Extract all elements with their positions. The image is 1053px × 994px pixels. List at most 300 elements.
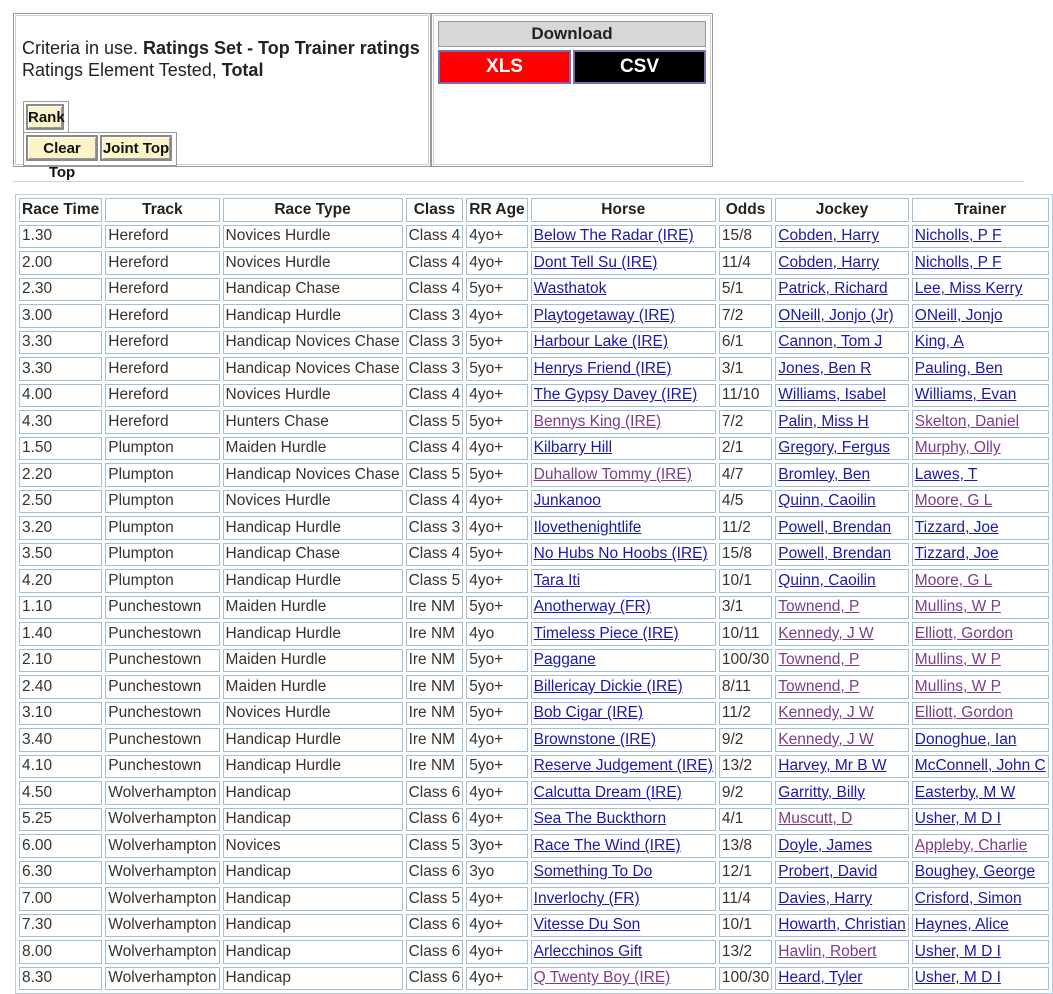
jockey-link[interactable]: Garritty, Billy (778, 783, 865, 801)
horse-cell (531, 649, 716, 673)
class-cell: Ire NM (406, 728, 464, 752)
odds-cell: 13/8 (719, 834, 772, 858)
jockey-link[interactable]: Gregory, Fergus (778, 439, 890, 457)
jockey-link[interactable]: Harvey, Mr B W (778, 757, 887, 775)
trainer-cell (912, 755, 1049, 779)
criteria-ratings-set-value: Ratings Set - Top Trainer ratings (143, 38, 420, 58)
track-cell: Wolverhampton (105, 861, 219, 885)
rr-age-cell: 4yo+ (466, 728, 527, 752)
class-cell: Class 4 (406, 437, 464, 461)
race-time-cell: 2.20 (19, 463, 102, 487)
odds-cell: 13/2 (719, 755, 772, 779)
rr-age-cell: 4yo+ (466, 808, 527, 832)
trainer-link[interactable]: Murphy, Olly (914, 439, 1001, 457)
jockey-link[interactable]: Muscutt, D (778, 810, 853, 828)
jockey-cell (775, 728, 909, 752)
table-row (19, 834, 1049, 858)
trainer-link[interactable]: Usher, M D I (914, 810, 1001, 828)
jockey-cell (775, 808, 909, 832)
trainer-cell (912, 543, 1049, 567)
class-cell: Class 4 (406, 490, 464, 514)
horse-link[interactable]: Q Twenty Boy (IRE) (533, 969, 671, 987)
track-cell: Punchestown (105, 596, 219, 620)
jockey-cell (775, 543, 909, 567)
trainer-link[interactable]: Tizzard, Joe (914, 545, 999, 563)
header-trainer[interactable]: Trainer (912, 198, 1049, 222)
table-row (19, 543, 1049, 567)
class-cell: Class 6 (406, 781, 464, 805)
jockey-link[interactable]: Powell, Brendan (778, 518, 892, 536)
jockey-cell (775, 834, 909, 858)
trainer-cell (912, 569, 1049, 593)
odds-cell: 11/4 (719, 887, 772, 911)
jockey-cell (775, 490, 909, 514)
odds-cell: 100/30 (719, 649, 772, 673)
track-cell: Plumpton (105, 463, 219, 487)
jockey-cell (775, 410, 909, 434)
jockey-cell (775, 251, 909, 275)
odds-cell: 12/1 (719, 861, 772, 885)
rr-age-cell: 4yo+ (466, 437, 527, 461)
class-cell: Ire NM (406, 649, 464, 673)
trainer-link[interactable]: Easterby, M W (914, 783, 1016, 801)
jockey-cell (775, 702, 909, 726)
jockey-cell (775, 516, 909, 540)
trainer-link[interactable]: Boughey, George (914, 863, 1036, 881)
trainer-link[interactable]: Crisford, Simon (914, 889, 1022, 907)
horse-link[interactable]: Paggane (533, 651, 596, 669)
horse-link[interactable]: Race The Wind (IRE) (533, 836, 681, 854)
track-cell: Hereford (105, 410, 219, 434)
ratings-element-value: Total (221, 60, 264, 80)
rr-age-cell: 4yo+ (466, 967, 527, 991)
track-cell: Punchestown (105, 622, 219, 646)
race-type-cell: Handicap Chase (223, 278, 403, 302)
race-type-cell: Handicap (223, 967, 403, 991)
trainer-link[interactable]: Donoghue, Ian (914, 730, 1017, 748)
horse-cell (531, 410, 716, 434)
track-cell: Punchestown (105, 675, 219, 699)
header-odds[interactable]: Odds (719, 198, 772, 222)
race-type-cell: Novices Hurdle (223, 702, 403, 726)
race-type-cell: Handicap (223, 781, 403, 805)
odds-cell: 15/8 (719, 225, 772, 249)
ratings-element-label: Ratings Element Tested, (22, 60, 222, 80)
horse-cell (531, 914, 716, 938)
horse-link[interactable]: Harbour Lake (IRE) (533, 333, 669, 351)
table-row (19, 808, 1049, 832)
jockey-link[interactable]: Davies, Harry (778, 889, 873, 907)
trainer-cell (912, 781, 1049, 805)
horse-link[interactable]: Reserve Judgement (IRE) (533, 757, 713, 775)
trainer-cell (912, 225, 1049, 249)
rr-age-cell: 4yo+ (466, 225, 527, 249)
class-cell: Ire NM (406, 702, 464, 726)
trainer-cell (912, 622, 1049, 646)
trainer-cell (912, 384, 1049, 408)
class-cell: Class 5 (406, 887, 464, 911)
section-divider (13, 181, 1024, 182)
race-type-cell: Handicap Hurdle (223, 622, 403, 646)
trainer-link[interactable]: Lawes, T (914, 465, 978, 483)
jockey-link[interactable]: Heard, Tyler (778, 969, 863, 987)
rr-age-cell: 5yo+ (466, 463, 527, 487)
trainer-link[interactable]: ONeill, Jonjo (914, 306, 1003, 324)
jockey-link[interactable]: Quinn, Caoilin (778, 571, 876, 589)
race-time-cell: 6.00 (19, 834, 102, 858)
race-time-cell: 3.40 (19, 728, 102, 752)
horse-link[interactable]: Calcutta Dream (IRE) (533, 783, 682, 801)
jockey-link[interactable]: Jones, Ben R (778, 359, 872, 377)
track-cell: Wolverhampton (105, 834, 219, 858)
odds-cell: 4/1 (719, 808, 772, 832)
rr-age-cell: 3yo (466, 861, 527, 885)
class-cell: Class 3 (406, 516, 464, 540)
rr-age-cell: 5yo+ (466, 331, 527, 355)
horse-link[interactable]: Arlecchinos Gift (533, 942, 643, 960)
odds-cell: 10/1 (719, 914, 772, 938)
odds-cell: 100/30 (719, 967, 772, 991)
trainer-link[interactable]: Lee, Miss Kerry (914, 280, 1023, 298)
trainer-cell (912, 861, 1049, 885)
trainer-cell (912, 702, 1049, 726)
race-time-cell: 4.00 (19, 384, 102, 408)
jockey-link[interactable]: Cobden, Harry (778, 227, 880, 245)
table-header-row (19, 198, 1049, 222)
horse-link[interactable]: The Gypsy Davey (IRE) (533, 386, 698, 404)
horse-link[interactable]: Bennys King (IRE) (533, 412, 662, 430)
table-row (19, 437, 1049, 461)
races-table-container (15, 194, 1053, 994)
trainer-cell (912, 463, 1049, 487)
download-csv-button[interactable]: CSV (573, 50, 706, 84)
rr-age-cell: 4yo+ (466, 490, 527, 514)
jockey-cell (775, 967, 909, 991)
horse-link[interactable]: Playtogetaway (IRE) (533, 306, 675, 324)
trainer-link[interactable]: Moore, G L (914, 492, 993, 510)
jockey-link[interactable]: ONeill, Jonjo (Jr) (778, 306, 894, 324)
jockey-link[interactable]: Kennedy, J W (778, 624, 874, 642)
jockey-cell (775, 622, 909, 646)
horse-cell (531, 251, 716, 275)
trainer-link[interactable]: Mullins, W P (914, 598, 1001, 616)
rr-age-cell: 4yo+ (466, 940, 527, 964)
odds-cell: 11/2 (719, 516, 772, 540)
trainer-cell (912, 728, 1049, 752)
jockey-cell (775, 861, 909, 885)
header-race-type[interactable]: Race Type (223, 198, 403, 222)
horse-link[interactable]: Henrys Friend (IRE) (533, 359, 672, 377)
track-cell: Wolverhampton (105, 967, 219, 991)
trainer-link[interactable]: Moore, G L (914, 571, 993, 589)
trainer-link[interactable]: Appleby, Charlie (914, 836, 1028, 854)
header-rr-age[interactable]: RR Age (466, 198, 527, 222)
header-class[interactable]: Class (406, 198, 464, 222)
rr-age-cell: 5yo+ (466, 596, 527, 620)
horse-link[interactable]: Wasthatok (533, 280, 607, 298)
race-type-cell: Handicap Hurdle (223, 755, 403, 779)
trainer-cell (912, 914, 1049, 938)
table-row (19, 728, 1049, 752)
jockey-cell (775, 914, 909, 938)
rr-age-cell: 4yo+ (466, 516, 527, 540)
horse-link[interactable]: Billericay Dickie (IRE) (533, 677, 683, 695)
track-cell: Wolverhampton (105, 781, 219, 805)
class-cell: Ire NM (406, 622, 464, 646)
rr-age-cell: 4yo+ (466, 914, 527, 938)
table-row (19, 940, 1049, 964)
jockey-cell (775, 755, 909, 779)
rr-age-cell: 5yo+ (466, 649, 527, 673)
table-row (19, 967, 1049, 991)
jockey-link[interactable]: Cannon, Tom J (778, 333, 883, 351)
header-track[interactable]: Track (105, 198, 219, 222)
horse-link[interactable]: Something To Do (533, 863, 653, 881)
download-panel (431, 13, 713, 167)
jockey-link[interactable]: Bromley, Ben (778, 465, 871, 483)
trainer-cell (912, 967, 1049, 991)
race-time-cell: 1.10 (19, 596, 102, 620)
jockey-link[interactable]: Williams, Isabel (778, 386, 886, 404)
odds-cell: 6/1 (719, 331, 772, 355)
horse-link[interactable]: No Hubs No Hoobs (IRE) (533, 545, 708, 563)
trainer-link[interactable]: Pauling, Ben (914, 359, 1003, 377)
jockey-link[interactable]: Cobden, Harry (778, 253, 880, 271)
race-type-cell: Handicap Novices Chase (223, 463, 403, 487)
trainer-link[interactable]: Nicholls, P F (914, 227, 1002, 245)
rr-age-cell: 4yo (466, 622, 527, 646)
jockey-link[interactable]: Kennedy, J W (778, 730, 874, 748)
horse-cell (531, 331, 716, 355)
jockey-link[interactable]: Doyle, James (778, 836, 873, 854)
jockey-cell (775, 781, 909, 805)
trainer-cell (912, 516, 1049, 540)
trainer-cell (912, 304, 1049, 328)
jockey-cell (775, 887, 909, 911)
horse-link[interactable]: Vitesse Du Son (533, 916, 641, 934)
class-cell: Class 6 (406, 914, 464, 938)
class-cell: Class 3 (406, 357, 464, 381)
race-type-cell: Handicap (223, 887, 403, 911)
race-type-cell: Handicap (223, 808, 403, 832)
track-cell: Hereford (105, 384, 219, 408)
jockey-link[interactable]: Townend, P (778, 677, 860, 695)
rr-age-cell: 4yo+ (466, 887, 527, 911)
jockey-cell (775, 384, 909, 408)
race-type-cell: Novices Hurdle (223, 384, 403, 408)
odds-cell: 11/10 (719, 384, 772, 408)
jockey-link[interactable]: Patrick, Richard (778, 280, 888, 298)
horse-cell (531, 304, 716, 328)
race-type-cell: Maiden Hurdle (223, 675, 403, 699)
horse-cell (531, 781, 716, 805)
rr-age-cell: 4yo+ (466, 569, 527, 593)
trainer-link[interactable]: Haynes, Alice (914, 916, 1009, 934)
table-row (19, 702, 1049, 726)
jockey-link[interactable]: Quinn, Caoilin (778, 492, 876, 510)
trainer-link[interactable]: Nicholls, P F (914, 253, 1002, 271)
rr-age-cell: 5yo+ (466, 755, 527, 779)
horse-link[interactable]: Sea The Buckthorn (533, 810, 667, 828)
race-time-cell: 7.00 (19, 887, 102, 911)
horse-link[interactable]: Below The Radar (IRE) (533, 227, 694, 245)
table-row (19, 384, 1049, 408)
trainer-cell (912, 887, 1049, 911)
race-time-cell: 4.30 (19, 410, 102, 434)
race-time-cell: 3.20 (19, 516, 102, 540)
header-race-time[interactable]: Race Time (19, 198, 102, 222)
trainer-cell (912, 490, 1049, 514)
jockey-cell (775, 304, 909, 328)
track-cell: Plumpton (105, 569, 219, 593)
track-cell: Plumpton (105, 543, 219, 567)
race-time-cell: 6.30 (19, 861, 102, 885)
class-cell: Ire NM (406, 755, 464, 779)
horse-cell (531, 278, 716, 302)
class-cell: Class 4 (406, 543, 464, 567)
table-row (19, 410, 1049, 434)
horse-link[interactable]: Anotherway (FR) (533, 598, 651, 616)
race-type-cell: Novices Hurdle (223, 225, 403, 249)
track-cell: Punchestown (105, 649, 219, 673)
table-row (19, 596, 1049, 620)
trainer-cell (912, 278, 1049, 302)
jockey-link[interactable]: Townend, P (778, 598, 860, 616)
race-time-cell: 4.20 (19, 569, 102, 593)
jockey-cell (775, 278, 909, 302)
table-row (19, 357, 1049, 381)
race-type-cell: Handicap Hurdle (223, 569, 403, 593)
race-time-cell: 4.10 (19, 755, 102, 779)
race-type-cell: Handicap Hurdle (223, 516, 403, 540)
track-cell: Hereford (105, 251, 219, 275)
table-row (19, 649, 1049, 673)
horse-cell (531, 543, 716, 567)
odds-cell: 3/1 (719, 357, 772, 381)
odds-cell: 9/2 (719, 781, 772, 805)
class-cell: Ire NM (406, 675, 464, 699)
trainer-link[interactable]: Skelton, Daniel (914, 412, 1020, 430)
clear-top-button[interactable]: Clear Top (26, 135, 98, 161)
race-time-cell: 4.50 (19, 781, 102, 805)
trainer-link[interactable]: Tizzard, Joe (914, 518, 999, 536)
trainer-cell (912, 808, 1049, 832)
download-xls-button[interactable]: XLS (438, 50, 571, 84)
rr-age-cell: 5yo+ (466, 702, 527, 726)
race-time-cell: 2.00 (19, 251, 102, 275)
jockey-link[interactable]: Probert, David (778, 863, 878, 881)
track-cell: Punchestown (105, 702, 219, 726)
rr-age-cell: 5yo+ (466, 675, 527, 699)
rr-age-cell: 4yo+ (466, 251, 527, 275)
jockey-link[interactable]: Havlin, Robert (778, 942, 877, 960)
class-cell: Class 4 (406, 278, 464, 302)
horse-link[interactable]: Dont Tell Su (IRE) (533, 253, 658, 271)
class-cell: Class 6 (406, 940, 464, 964)
horse-link[interactable]: Kilbarry Hill (533, 439, 613, 457)
horse-cell (531, 384, 716, 408)
trainer-link[interactable]: Usher, M D I (914, 942, 1001, 960)
track-cell: Plumpton (105, 516, 219, 540)
jockey-cell (775, 649, 909, 673)
trainer-link[interactable]: Williams, Evan (914, 386, 1017, 404)
horse-link[interactable]: Duhallow Tommy (IRE) (533, 465, 692, 483)
jockey-link[interactable]: Kennedy, J W (778, 704, 874, 722)
trainer-link[interactable]: Mullins, W P (914, 677, 1001, 695)
race-type-cell: Handicap Novices Chase (223, 331, 403, 355)
header-horse[interactable]: Horse (531, 198, 716, 222)
rank-button[interactable]: Rank (26, 104, 64, 130)
jockey-link[interactable]: Palin, Miss H (778, 412, 869, 430)
class-cell: Class 6 (406, 967, 464, 991)
jockey-link[interactable]: Howarth, Christian (778, 916, 906, 934)
jockey-link[interactable]: Townend, P (778, 651, 860, 669)
race-time-cell: 5.25 (19, 808, 102, 832)
rr-age-cell: 4yo+ (466, 781, 527, 805)
trainer-link[interactable]: Elliott, Gordon (914, 704, 1013, 722)
horse-link[interactable]: Ilovethenightlife (533, 518, 642, 536)
joint-top-button[interactable]: Joint Top (100, 135, 172, 161)
race-type-cell: Handicap Novices Chase (223, 357, 403, 381)
odds-cell: 3/1 (719, 596, 772, 620)
rr-age-cell: 5yo+ (466, 543, 527, 567)
header-jockey[interactable]: Jockey (775, 198, 909, 222)
class-cell: Class 4 (406, 225, 464, 249)
horse-link[interactable]: Bob Cigar (IRE) (533, 704, 644, 722)
horse-link[interactable]: Inverlochy (FR) (533, 889, 640, 907)
horse-cell (531, 357, 716, 381)
track-cell: Hereford (105, 331, 219, 355)
odds-cell: 9/2 (719, 728, 772, 752)
criteria-panel (13, 13, 431, 181)
horse-link[interactable]: Tara Iti (533, 571, 581, 589)
horse-link[interactable]: Brownstone (IRE) (533, 730, 656, 748)
odds-cell: 11/2 (719, 702, 772, 726)
track-cell: Hereford (105, 357, 219, 381)
track-cell: Plumpton (105, 490, 219, 514)
table-row (19, 463, 1049, 487)
race-type-cell: Maiden Hurdle (223, 649, 403, 673)
trainer-link[interactable]: Mullins, W P (914, 651, 1001, 669)
table-row (19, 861, 1049, 885)
trainer-link[interactable]: McConnell, John C (914, 757, 1046, 775)
race-time-cell: 3.00 (19, 304, 102, 328)
class-cell: Class 5 (406, 569, 464, 593)
race-type-cell: Novices (223, 834, 403, 858)
jockey-link[interactable]: Powell, Brendan (778, 545, 892, 563)
race-time-cell: 2.40 (19, 675, 102, 699)
odds-cell: 10/11 (719, 622, 772, 646)
rr-age-cell: 4yo+ (466, 304, 527, 328)
horse-link[interactable]: Timeless Piece (IRE) (533, 624, 679, 642)
download-title: Download (438, 21, 706, 47)
race-type-cell: Handicap (223, 861, 403, 885)
horse-link[interactable]: Junkanoo (533, 492, 601, 510)
trainer-link[interactable]: Elliott, Gordon (914, 624, 1013, 642)
trainer-cell (912, 437, 1049, 461)
trainer-link[interactable]: Usher, M D I (914, 969, 1001, 987)
criteria-ratings-element (22, 60, 263, 81)
horse-cell (531, 437, 716, 461)
trainer-cell (912, 331, 1049, 355)
table-row (19, 914, 1049, 938)
race-type-cell: Handicap (223, 940, 403, 964)
trainer-link[interactable]: King, A (914, 333, 964, 351)
odds-cell: 15/8 (719, 543, 772, 567)
horse-cell (531, 755, 716, 779)
horse-cell (531, 861, 716, 885)
track-cell: Punchestown (105, 755, 219, 779)
